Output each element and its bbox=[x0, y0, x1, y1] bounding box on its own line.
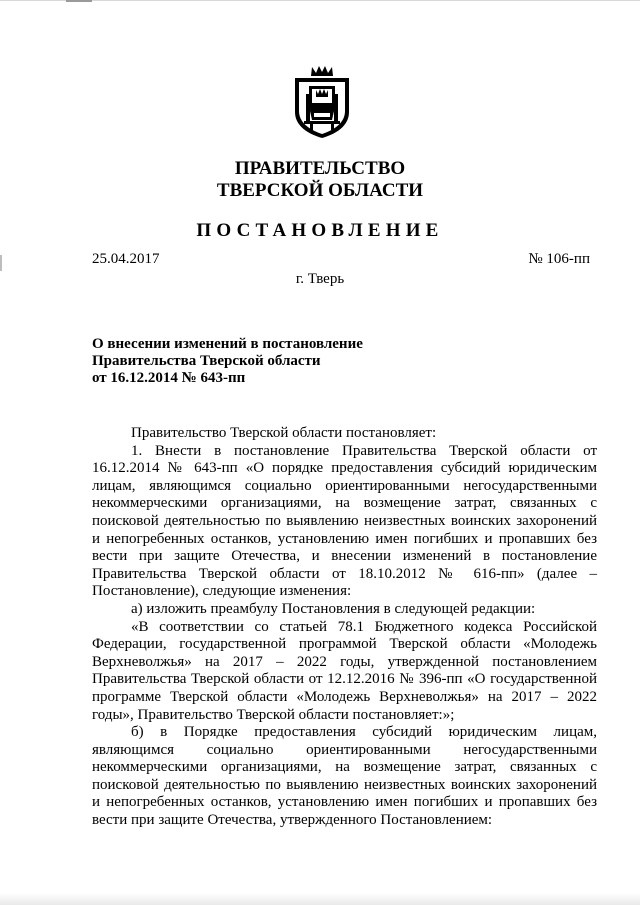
scan-mark bbox=[66, 0, 92, 2]
authority-line-2: ТВЕРСКОЙ ОБЛАСТИ bbox=[216, 180, 424, 201]
title-line-1: О внесении изменений в постановление bbox=[92, 336, 363, 352]
authority-line-1: ПРАВИТЕЛЬСТВО bbox=[234, 158, 406, 179]
scan-edge-left bbox=[0, 255, 2, 271]
body-paragraph: б) в Порядке предоставления субсидий юридическим лицам, являющимся социально ориентированными негосударственными некоммерческими организациями, на возмещение затрат, связанных с поисковой деятельностью по выявлению неизвестных воинских захоронений и непогребенных останков, установлению имен погибших и пропавших без вести при защите Отечества, утвержденного Постановлением: bbox=[92, 724, 597, 829]
title-line-2: Правительства Тверской области bbox=[92, 353, 321, 369]
body-paragraph: «В соответствии со статьей 78.1 Бюджетного кодекса Российской Федерации, государственной программой Тверской области «Молодежь Верхневолжья» на 2017 – 2022 годы, утвержденной постановлением Правительства Тверской области от 12.12.2016 № 396-пп «О государственной программе Тверской области «Молодежь Верхневолжья» на 2017 – 2022 годы», Правительство Тверской области постановляет:»; bbox=[92, 618, 597, 723]
issuing-authority bbox=[0, 158, 640, 202]
document-title bbox=[92, 336, 363, 387]
body-paragraph: а) изложить преамбулу Постановления в следующей редакции: bbox=[131, 600, 536, 617]
title-line-3: от 16.12.2014 № 643-пп bbox=[92, 370, 246, 386]
document-date: 25.04.2017 bbox=[92, 251, 160, 267]
body-paragraph: 1. Внести в постановление Правительства Тверской области от 16.12.2014 № 643-пп «О порядке предоставления субсидий юридическим лицам, являющимся социально ориентированными негосударственными некоммерческими организациями, на возмещение затрат, связанных с поисковой деятельностью по выявлению неизвестных воинских захоронений и непогребенных останков, установлению имен погибших и пропавших без вести при защите Отечества, и внесении изменений в постановление Правительства Тверской области от 18.10.2012 № 616-пп» (далее – Постановление), следующие изменения: bbox=[92, 442, 597, 600]
scan-edge-bottom bbox=[0, 893, 640, 905]
document-type: ПОСТАНОВЛЕНИЕ bbox=[196, 220, 444, 241]
document-city: г. Тверь bbox=[295, 271, 345, 287]
scan-edge-top bbox=[0, 0, 640, 1]
document-body bbox=[92, 425, 597, 830]
coat-of-arms-icon bbox=[291, 64, 353, 140]
body-paragraph: Правительство Тверской области постановляет: bbox=[131, 425, 437, 441]
document-number: № 106-пп bbox=[528, 251, 590, 267]
